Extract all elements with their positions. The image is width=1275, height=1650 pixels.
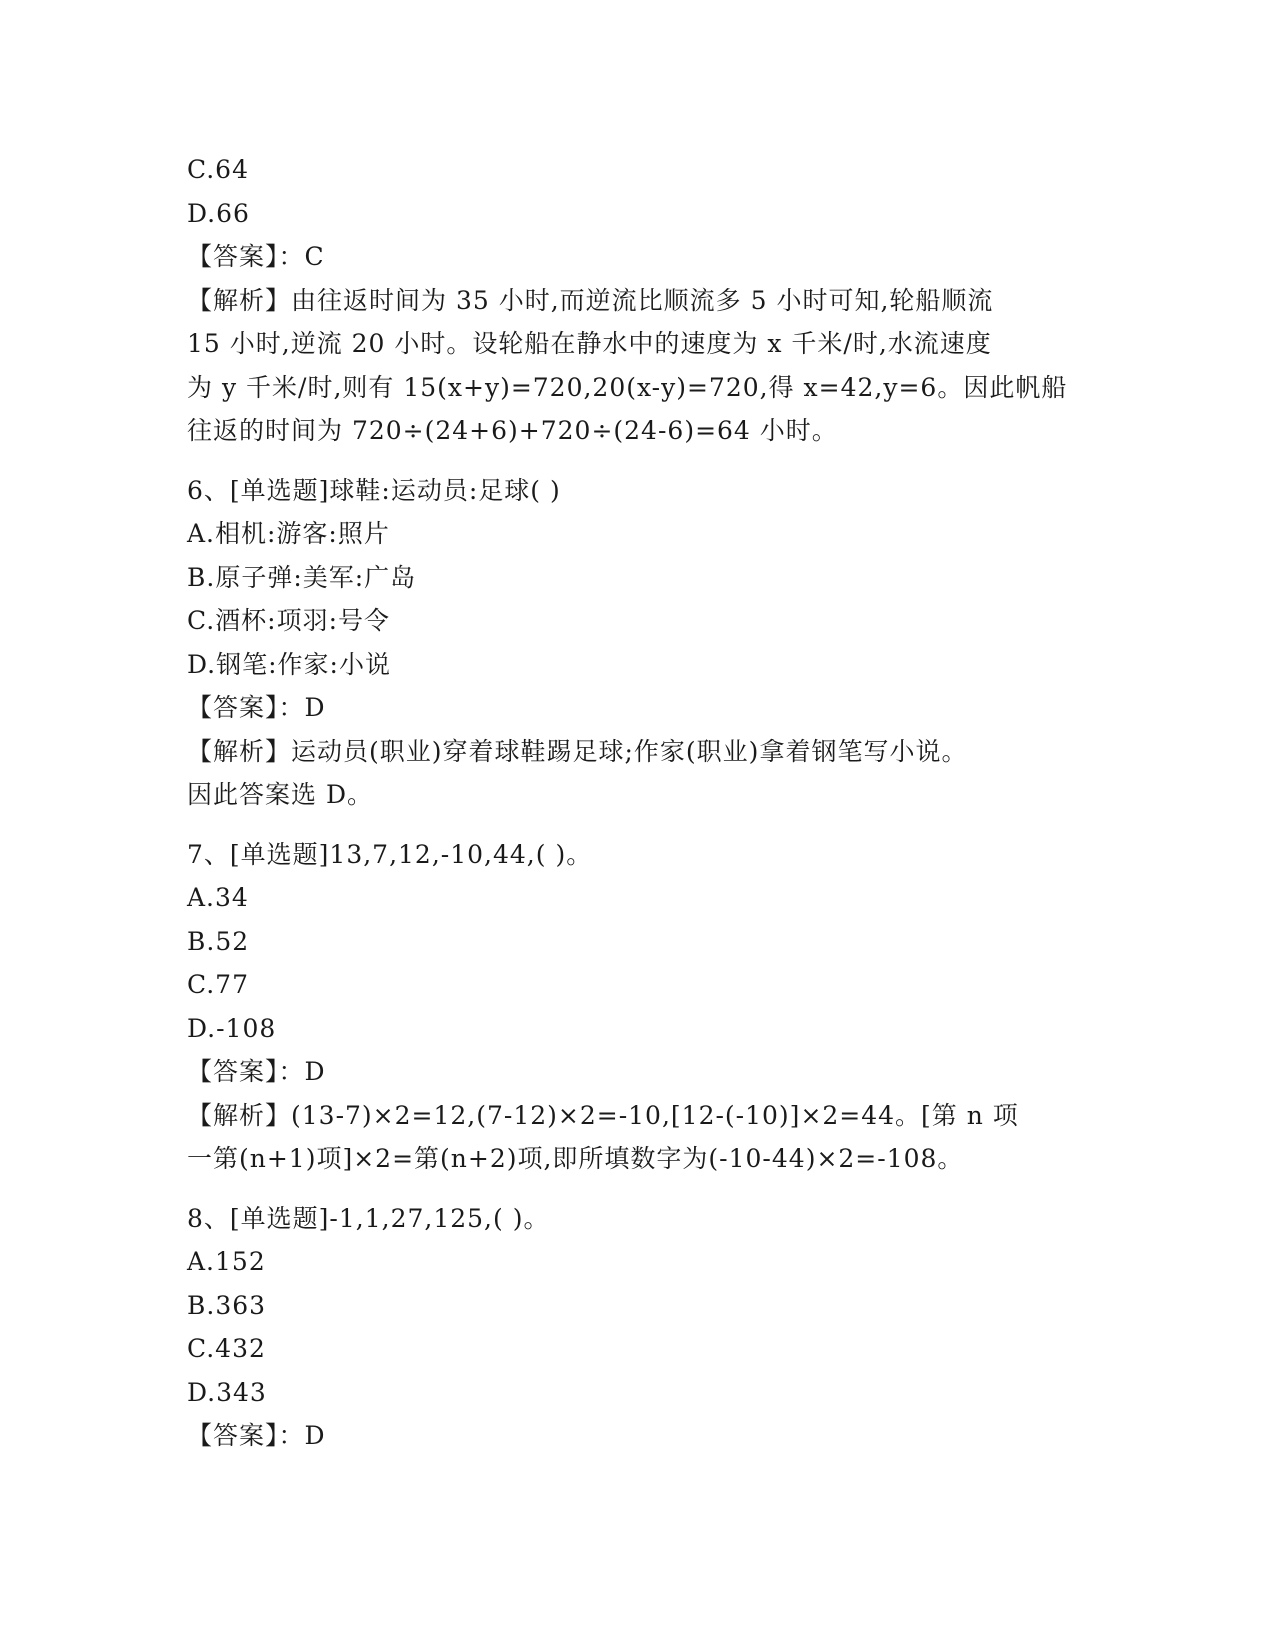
analysis-line: 【解析】由往返时间为 35 小时,而逆流比顺流多 5 小时可知,轮船顺流 (187, 285, 994, 315)
analysis-line: 【解析】运动员(职业)穿着球鞋踢足球;作家(职业)拿着钢笔写小说。 (187, 736, 968, 766)
question-6 (187, 469, 1087, 817)
document-page (187, 148, 1087, 1458)
answer: 【答案】：D (187, 1421, 326, 1450)
question-stem: 8、[单选题]-1,1,27,125,( )。 (187, 1203, 550, 1233)
answer: 【答案】：D (187, 1057, 326, 1086)
option-d: D.-108 (187, 1013, 277, 1043)
question-stem: 6、[单选题]球鞋:运动员:足球( ) (187, 475, 561, 505)
analysis-line: 为 y 千米/时,则有 15(x+y)=720,20(x-y)=720,得 x=42,y=6。因此帆船 (187, 372, 1068, 402)
analysis-line: 15 小时,逆流 20 小时。设轮船在静水中的速度为 x 千米/时,水流速度 (187, 329, 992, 358)
analysis (187, 1094, 1077, 1181)
question-8 (187, 1197, 1087, 1458)
analysis-line: 一第(n+1)项]×2=第(n+2)项,即所填数字为(-10-44)×2=-108。 (187, 1144, 964, 1173)
question-stem: 7、[单选题]13,7,12,-10,44,( )。 (187, 839, 593, 869)
option-c: C.64 (187, 155, 249, 184)
option-b: B.52 (187, 926, 250, 956)
option-d: D.66 (187, 198, 250, 228)
analysis-line: 往返的时间为 720÷(24+6)+720÷(24-6)=64 小时。 (187, 416, 838, 445)
option-b: B.363 (187, 1290, 267, 1320)
option-b: B.原子弹:美军:广岛 (187, 562, 417, 592)
question-7 (187, 833, 1087, 1181)
option-a: A.相机:游客:照片 (187, 519, 390, 548)
analysis-line: 【解析】(13-7)×2=12,(7-12)×2=-10,[12-(-10)]×2=44。[第 n 项 (187, 1100, 1019, 1130)
analysis-line: 因此答案选 D。 (187, 780, 373, 809)
option-c: C.432 (187, 1334, 266, 1363)
answer: 【答案】：D (187, 693, 326, 722)
option-d: D.钢笔:作家:小说 (187, 649, 391, 679)
analysis (187, 730, 1077, 817)
question-5-tail (187, 148, 1087, 453)
option-a: A.34 (187, 883, 249, 912)
answer: 【答案】：C (187, 242, 325, 271)
option-d: D.343 (187, 1377, 267, 1407)
option-c: C.酒杯:项羽:号令 (187, 606, 391, 635)
analysis (187, 279, 1077, 453)
option-c: C.77 (187, 970, 249, 999)
option-a: A.152 (187, 1247, 266, 1276)
